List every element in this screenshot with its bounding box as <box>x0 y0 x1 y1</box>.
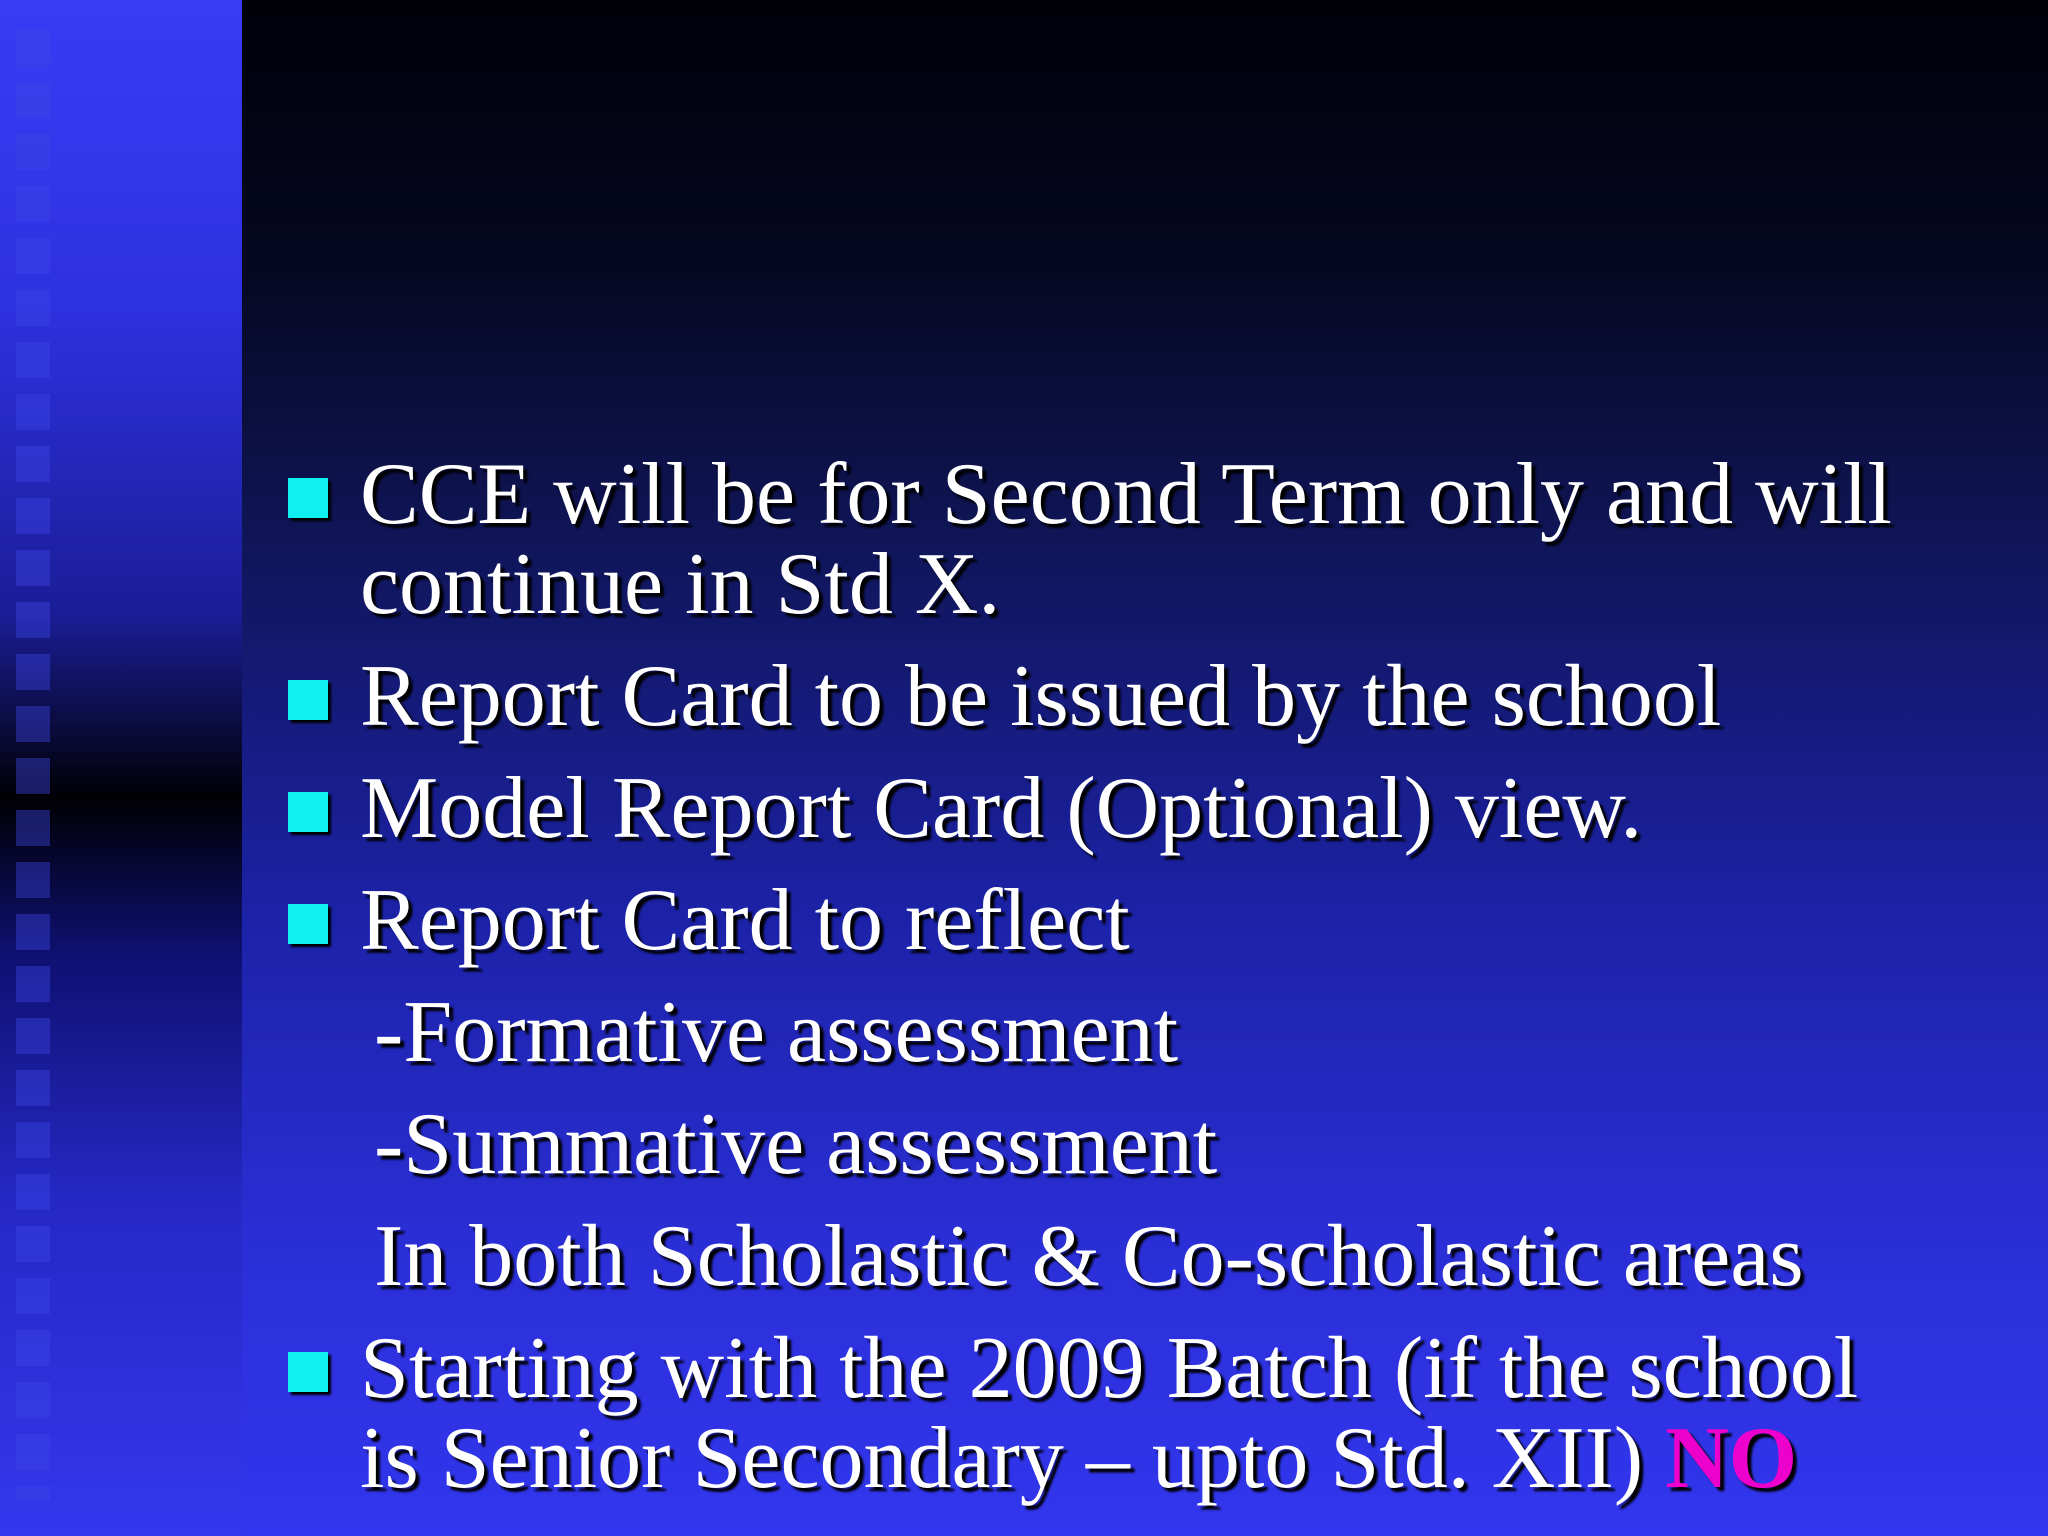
square-bullet-icon <box>288 1352 328 1392</box>
square-bullet-icon <box>288 904 328 944</box>
bullet-item-starting-2009 <box>284 1320 2024 1507</box>
bullet-text-line-1: Starting with the 2009 Batch (if the school <box>360 1320 1859 1417</box>
bullet-text: Report Card to be issued by the school <box>360 648 1722 745</box>
bullet-text-line-2 <box>360 1410 2024 1507</box>
bullet-text: Model Report Card (Optional) view. <box>360 760 1643 857</box>
square-bullet-icon <box>288 478 328 518</box>
bullet-item-report-card-reflect <box>284 872 2024 969</box>
sub-item-formative: -Formative assessment <box>374 984 1179 1081</box>
sub-item-summative: -Summative assessment <box>374 1096 1218 1193</box>
bullet-text-line-2-main: is Senior Secondary – upto Std. XII) <box>360 1410 1666 1507</box>
square-bullet-icon <box>288 680 328 720</box>
decorative-square-column <box>14 30 52 1500</box>
bullet-text-line-1: CCE will be for Second Term only and will <box>360 446 1893 543</box>
bullet-text-line-2: continue in Std X. <box>360 536 1001 633</box>
bullet-text: Report Card to reflect <box>360 872 1130 969</box>
bullet-item-model-report-card <box>284 760 2024 857</box>
decorative-sidebar <box>0 0 242 1536</box>
bullet-item-report-card-issued <box>284 648 2024 745</box>
bullet-item-cce <box>284 446 2024 633</box>
highlight-no-text: NO <box>1665 1410 1798 1507</box>
square-bullet-icon <box>288 792 328 832</box>
sub-item-areas: In both Scholastic & Co-scholastic areas <box>374 1208 1804 1305</box>
slide-body <box>284 446 2024 1507</box>
